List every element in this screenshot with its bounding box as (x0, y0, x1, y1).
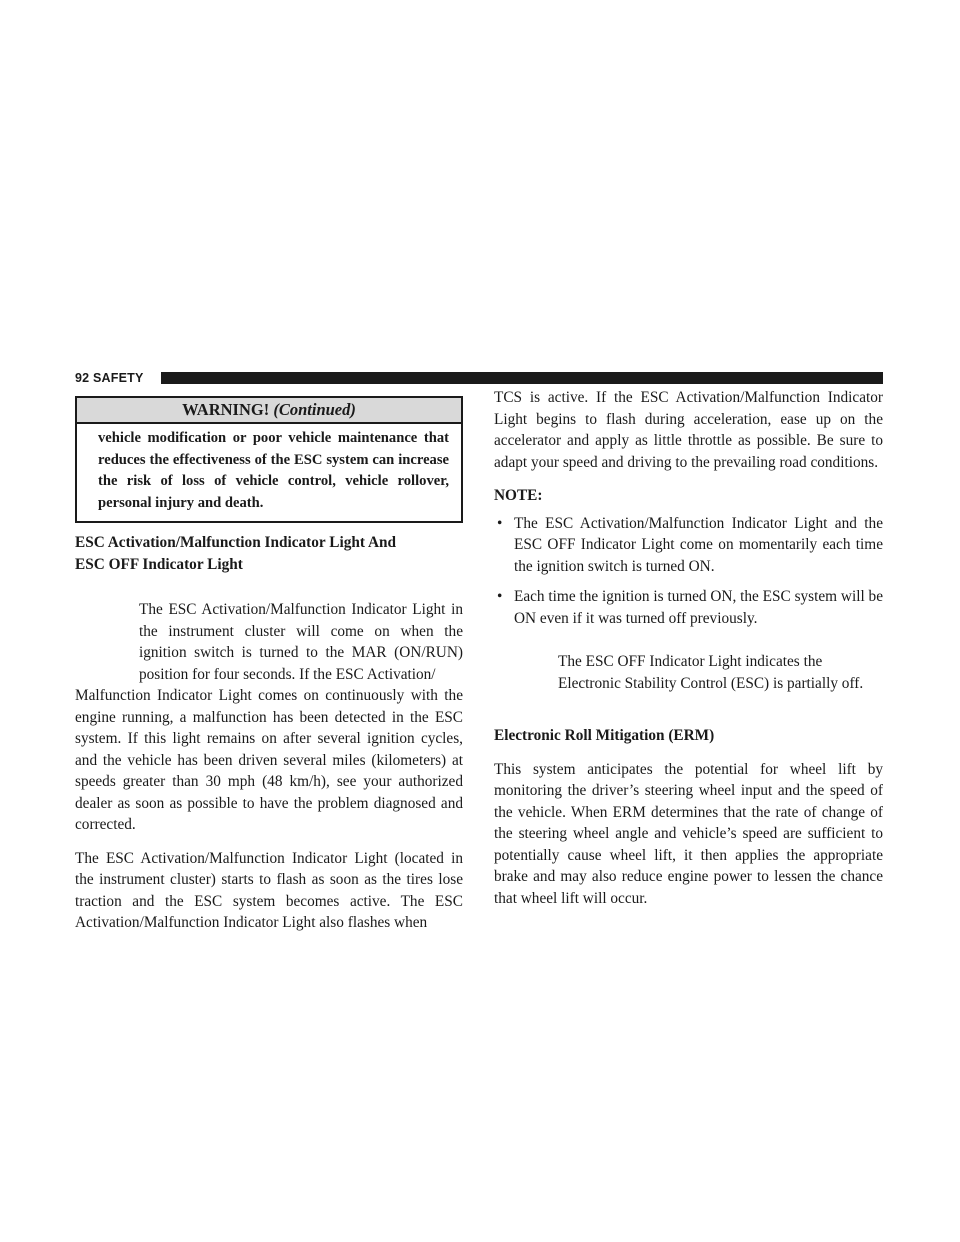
warning-title (77, 398, 461, 424)
list-item (494, 586, 883, 629)
page-header-label (75, 371, 144, 385)
bullet-glyph: • (497, 514, 503, 532)
left-column (75, 396, 463, 934)
esc-para2-cont: TCS is active. If the ESC Activation/Malfunction Indicator Light begins to flash during acceleration, ease up on the accelerator and apply as little throttle as possible. Be sure to adapt your speed and driving to the prevailing road conditions. (494, 389, 883, 471)
bullet-glyph: • (497, 588, 503, 605)
warning-box (75, 396, 463, 523)
header-rule (161, 372, 883, 384)
esc-para2: The ESC Activation/Malfunction Indicator Light (located in the instrument cluster) starts to flash as soon as the tires lose traction and the ESC system becomes active. The ESC Activation/Malfunction Indicator Light also flashes when (75, 849, 463, 931)
erm-paragraph: This system anticipates the potential for wheel lift by monitoring the driver’s steering wheel input and the speed of the vehicle. When ERM determines that the rate of change of the steering wheel angle and vehicle’s speed are sufficient to potentially cause wheel lift, it then applies the appropriate brake and may also reduce engine power to lessen the chance that wheel lift will occur. (494, 760, 883, 907)
esc-heading-line2: ESC OFF Indicator Light (75, 555, 243, 573)
section-title: SAFETY (93, 371, 144, 385)
esc-off-description: The ESC OFF Indicator Light indicates the Electronic Stability Control (ESC) is partially off. (558, 653, 864, 692)
esc-heading-line1: ESC Activation/Malfunction Indicator Light And (75, 534, 397, 551)
warning-text: vehicle modification or poor vehicle maintenance that reduces the effectiveness of the ESC system can increase the risk of loss of vehicle control, vehicle rollover, personal injury and death. (98, 430, 449, 511)
note-list (494, 513, 883, 630)
note-label: NOTE: (494, 487, 543, 504)
esc-indicator-heading (75, 532, 463, 575)
warning-continued: (Continued) (273, 400, 356, 419)
page-number: 92 (75, 371, 90, 385)
list-item (494, 513, 883, 578)
right-column (494, 387, 883, 909)
esc-para1-rest: Malfunction Indicator Light comes on continuously with the engine running, a malfunction has been detected in the ESC system. If this light remains on after several ignition cycles, and the vehicle has been driven several miles (kilometers) at speeds greater than 30 mph (48 km/h), see your authorized dealer as soon as possible to have the problem diagnosed and corrected. (75, 687, 463, 833)
list-item-text: Each time the ignition is turned ON, the ESC system will be ON even if it was turned off previously. (514, 588, 883, 627)
esc-para1-indented: The ESC Activation/Malfunction Indicator Light in the instrument cluster will come on when the ignition switch is turned to the MAR (ON/RUN) position for four seconds. If the ESC Activation/ (139, 601, 463, 683)
erm-heading: Electronic Roll Mitigation (ERM) (494, 727, 715, 744)
list-item-text: The ESC Activation/Malfunction Indicator Light and the ESC OFF Indicator Light come on momentarily each time the ignition switch is turned ON. (514, 514, 883, 575)
warning-label: WARNING! (182, 400, 270, 419)
page-header (75, 371, 883, 385)
